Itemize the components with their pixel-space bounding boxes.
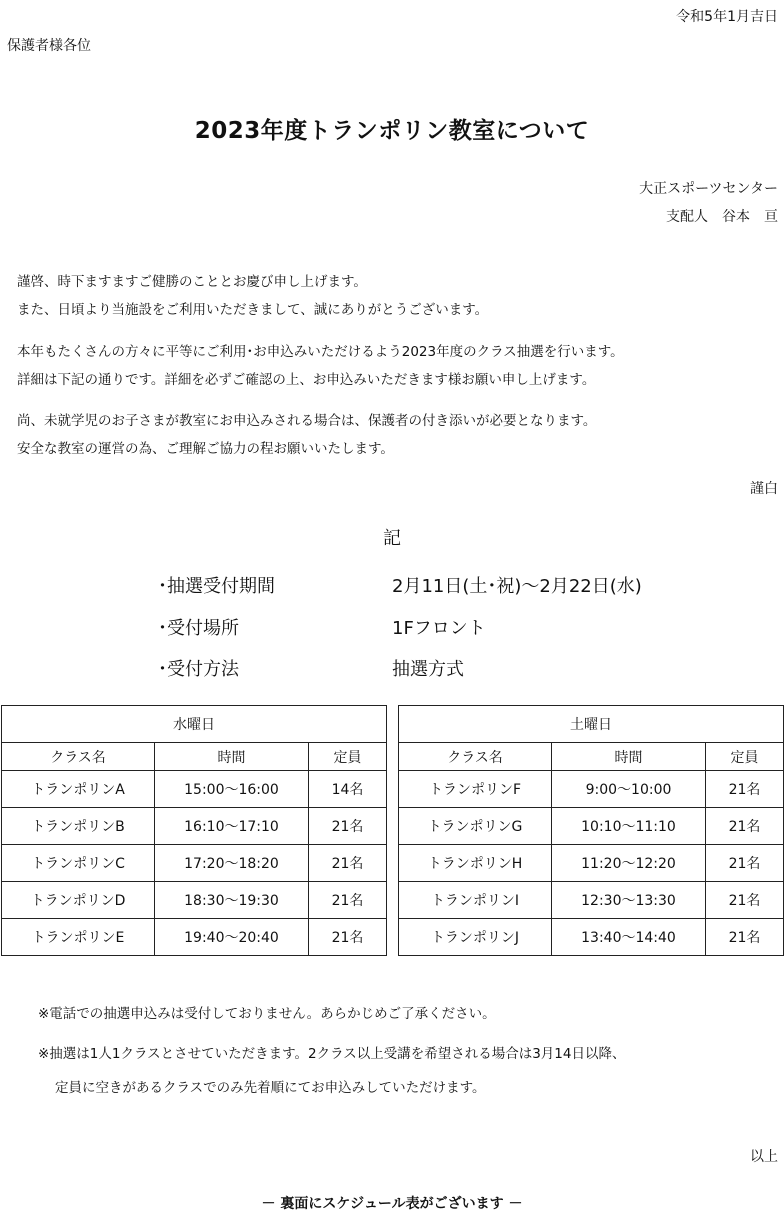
class-name-cell: トランポリンG — [399, 808, 552, 845]
table-row — [399, 845, 784, 882]
sender-name: 支配人 谷本 亘 — [666, 209, 778, 225]
note-one-class: ※抽選は1人1クラスとさせていただきます。2クラス以上受講を希望される場合は3月14日以降、 — [38, 1046, 626, 1062]
table-row — [2, 771, 387, 808]
class-name-cell: トランポリンJ — [399, 919, 552, 956]
info-label-period: ･抽選受付期間 — [158, 576, 275, 597]
body-line-1: 本年もたくさんの方々に平等にご利用･お申込みいただけるよう2023年度のクラス抽選を行います。 — [17, 344, 624, 360]
time-cell: 15:00～16:00 — [155, 771, 309, 808]
table-row — [2, 882, 387, 919]
class-name-cell: トランポリンB — [2, 808, 155, 845]
table-row — [399, 771, 784, 808]
time-cell: 18:30～19:30 — [155, 882, 309, 919]
notice-line-2: 安全な教室の運営の為、ご理解ご協力の程お願いいたします。 — [17, 441, 394, 457]
note-phone: ※電話での抽選申込みは受付しておりません。あらかじめご了承ください。 — [38, 1006, 496, 1022]
note-one-class-continued: 定員に空きがあるクラスでのみ先着順にてお申込みしていただけます。 — [55, 1080, 486, 1096]
ki-heading: 記 — [383, 528, 401, 549]
time-cell: 10:10～11:10 — [552, 808, 706, 845]
column-header-capacity: 定員 — [309, 743, 387, 771]
table-row — [2, 808, 387, 845]
column-header-time: 時間 — [552, 743, 706, 771]
info-value-method: 抽選方式 — [392, 659, 464, 680]
capacity-cell: 14名 — [309, 771, 387, 808]
class-name-cell: トランポリンA — [2, 771, 155, 808]
class-name-cell: トランポリンⅠ — [399, 882, 552, 919]
capacity-cell: 21名 — [706, 882, 784, 919]
table-day-header: 水曜日 — [2, 706, 387, 743]
capacity-cell: 21名 — [706, 845, 784, 882]
recipient: 保護者様各位 — [7, 38, 91, 54]
capacity-cell: 21名 — [309, 882, 387, 919]
column-header-class: クラス名 — [399, 743, 552, 771]
time-cell: 12:30～13:30 — [552, 882, 706, 919]
capacity-cell: 21名 — [706, 771, 784, 808]
info-label-place: ･受付場所 — [158, 618, 239, 639]
wednesday-schedule-table — [1, 705, 387, 956]
capacity-cell: 21名 — [309, 845, 387, 882]
info-label-method: ･受付方法 — [158, 659, 239, 680]
sender-organization: 大正スポーツセンター — [639, 181, 778, 197]
table-row — [2, 919, 387, 956]
time-cell: 17:20～18:20 — [155, 845, 309, 882]
capacity-cell: 21名 — [706, 919, 784, 956]
issue-date: 令和5年1月吉日 — [676, 9, 778, 25]
page-title: 2023年度トランポリン教室について — [194, 118, 590, 144]
info-value-place: 1Fフロント — [392, 618, 486, 639]
column-header-capacity: 定員 — [706, 743, 784, 771]
body-line-2: 詳細は下記の通りです。詳細を必ずご確認の上、お申込みいただきます様お願い申し上げます。 — [17, 372, 596, 388]
saturday-schedule-table — [398, 705, 784, 956]
table-row — [2, 845, 387, 882]
table-day-header: 土曜日 — [399, 706, 784, 743]
column-header-time: 時間 — [155, 743, 309, 771]
table-row — [399, 808, 784, 845]
class-name-cell: トランポリンD — [2, 882, 155, 919]
closing-word: 謹白 — [750, 481, 778, 497]
table-row — [399, 882, 784, 919]
time-cell: 16:10～17:10 — [155, 808, 309, 845]
info-value-period: 2月11日(土･祝)～2月22日(水) — [392, 576, 642, 597]
capacity-cell: 21名 — [706, 808, 784, 845]
greeting-line-1: 謹啓、時下ますますご健勝のこととお慶び申し上げます。 — [17, 274, 367, 290]
class-name-cell: トランポリンF — [399, 771, 552, 808]
time-cell: 11:20～12:20 — [552, 845, 706, 882]
time-cell: 9:00～10:00 — [552, 771, 706, 808]
table-row — [399, 919, 784, 956]
class-name-cell: トランポリンH — [399, 845, 552, 882]
notice-line-1: 尚、未就学児のお子さまが教室にお申込みされる場合は、保護者の付き添いが必要となります。 — [17, 413, 597, 429]
class-name-cell: トランポリンE — [2, 919, 155, 956]
footer-note: － 裏面にスケジュール表がございます － — [261, 1196, 523, 1212]
class-name-cell: トランポリンC — [2, 845, 155, 882]
capacity-cell: 21名 — [309, 919, 387, 956]
capacity-cell: 21名 — [309, 808, 387, 845]
end-word: 以上 — [750, 1149, 778, 1165]
column-header-class: クラス名 — [2, 743, 155, 771]
greeting-line-2: また、日頃より当施設をご利用いただきまして、誠にありがとうございます。 — [17, 302, 489, 318]
time-cell: 13:40～14:40 — [552, 919, 706, 956]
time-cell: 19:40～20:40 — [155, 919, 309, 956]
